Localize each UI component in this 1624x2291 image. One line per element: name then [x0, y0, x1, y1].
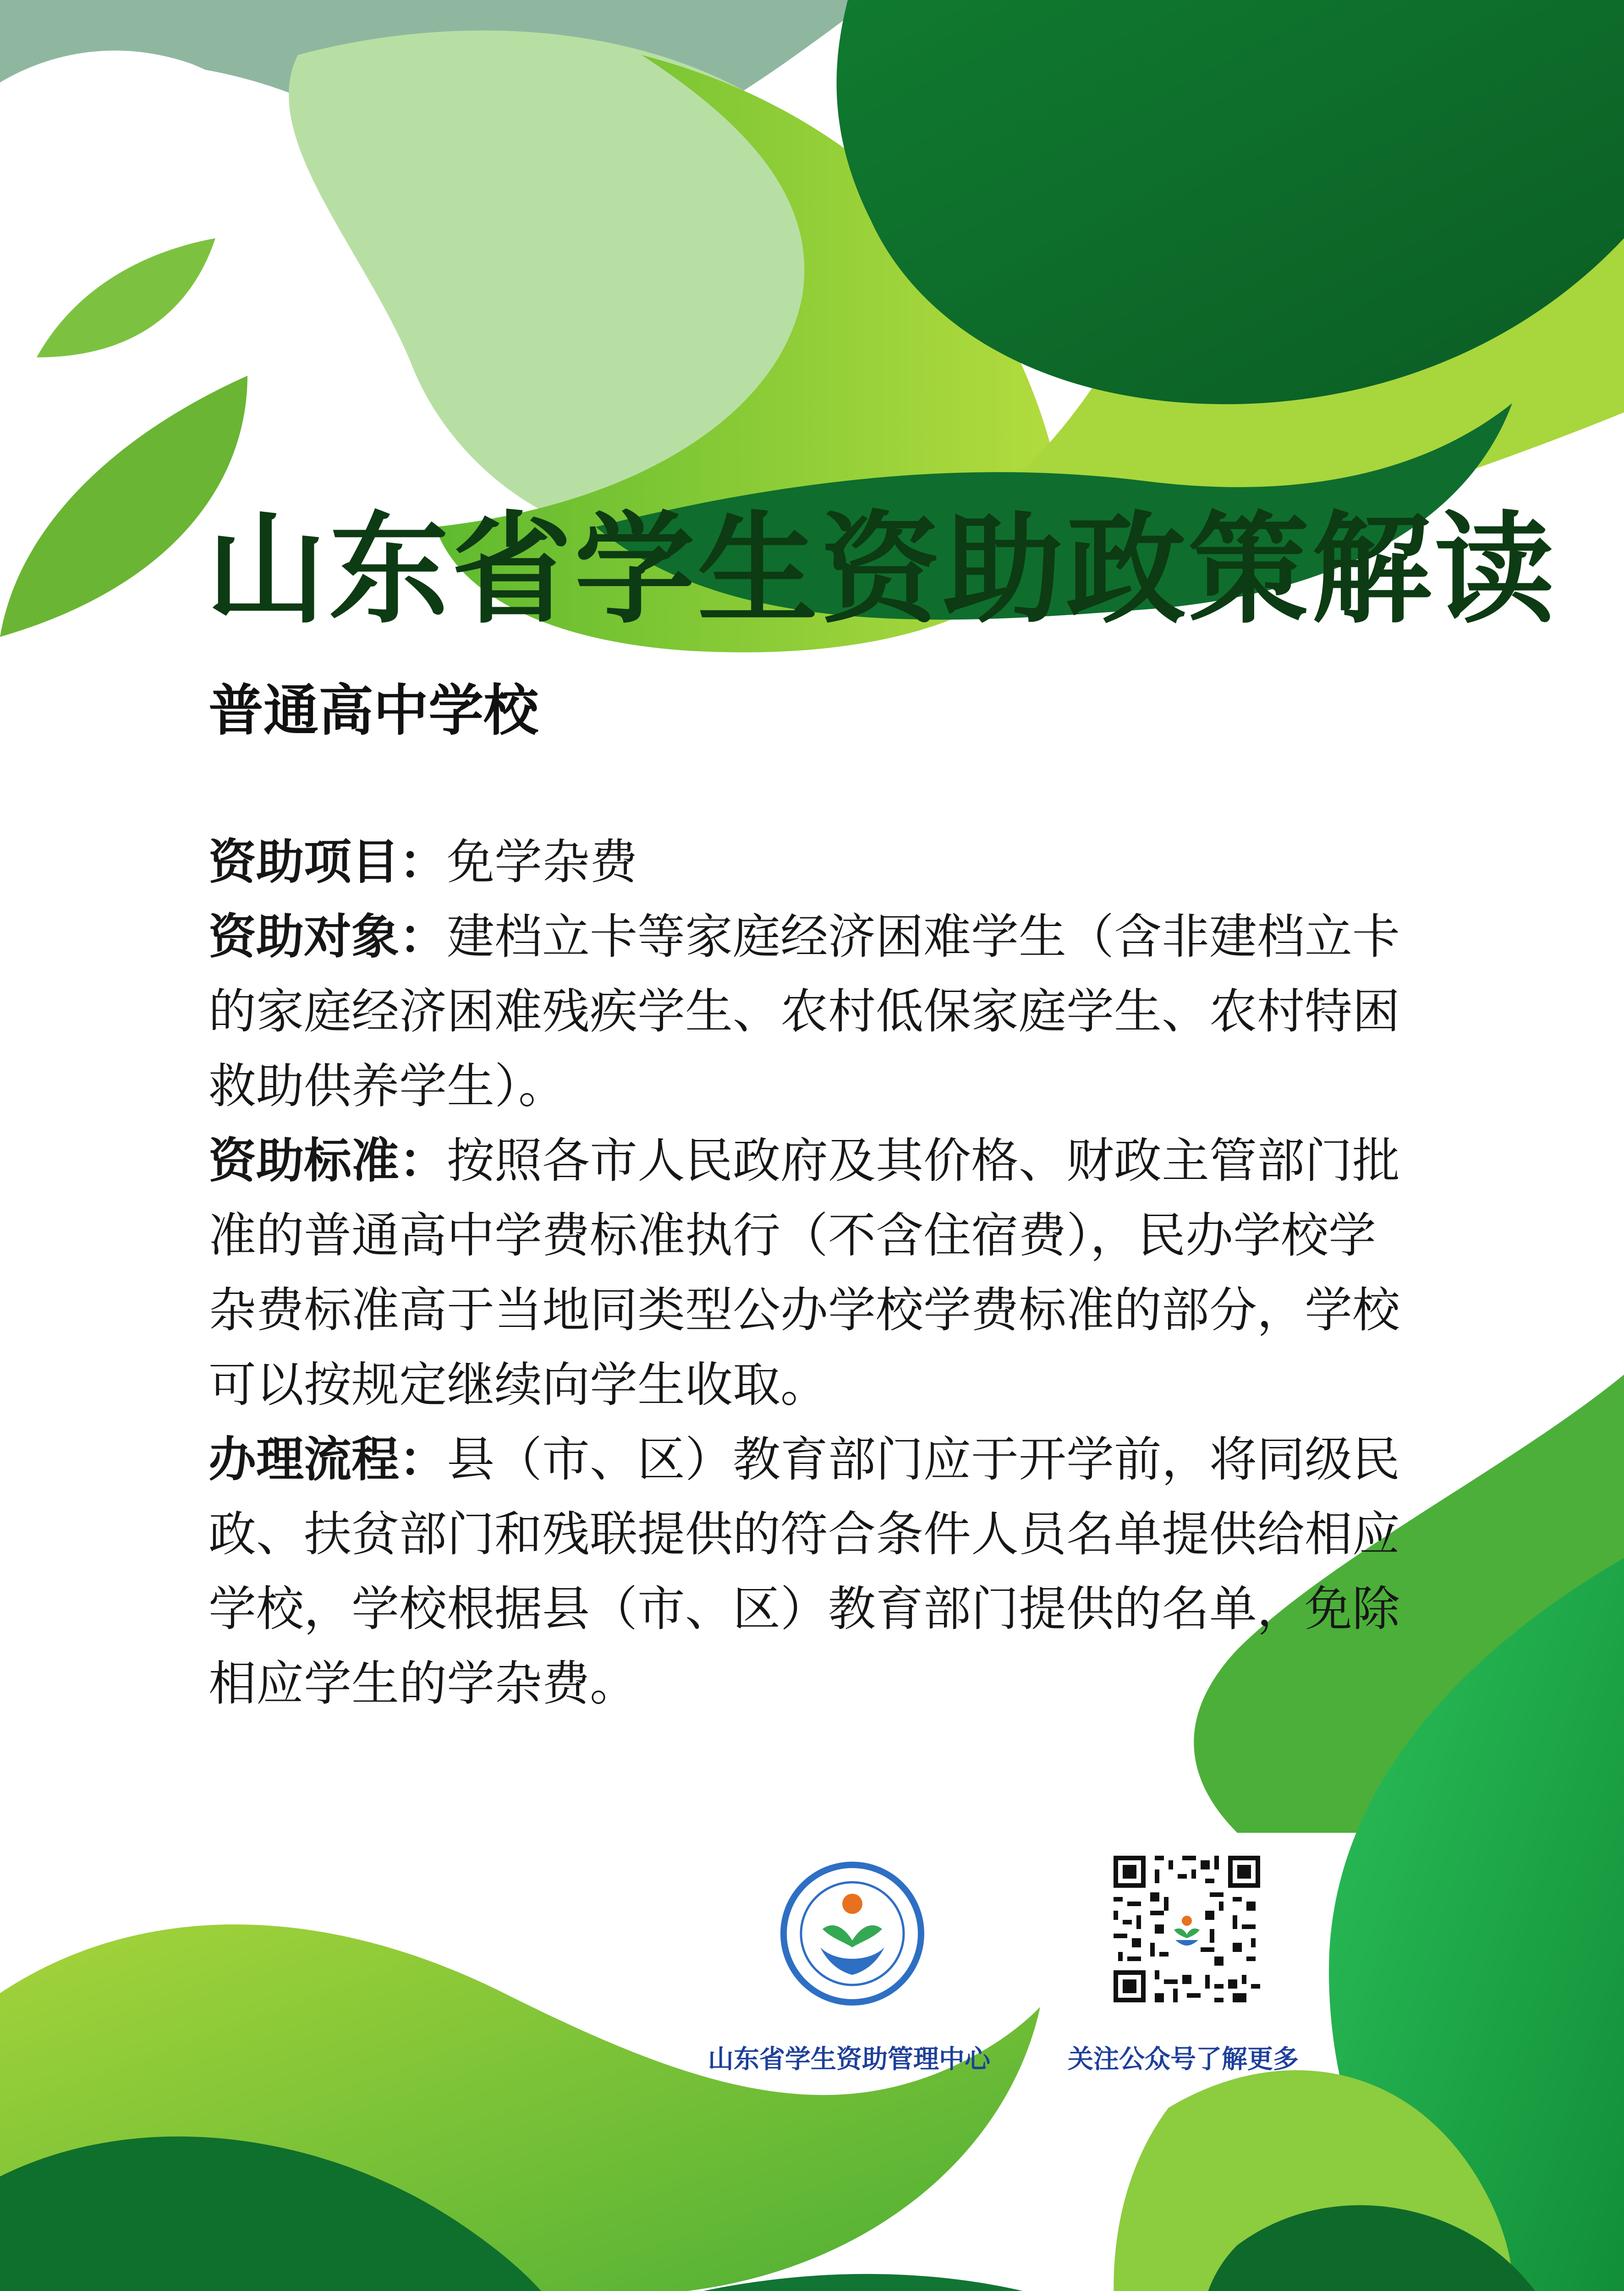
policy-item-project	[208, 825, 1418, 899]
policy-item-process	[208, 1422, 1418, 1721]
poster-title: 山东省学生资助政策解读	[206, 500, 1557, 640]
item-text: 县（市、区）教育部门应于开学前，将同级民政、扶贫部门和残联提供的符合条件人员名单提供给相应学校，学校根据县（市、区）教育部门提供的名单，免除相应学生的学杂费。	[208, 1431, 1400, 1711]
item-text: 免学杂费	[447, 834, 638, 890]
item-label: 资助标准：	[208, 1133, 447, 1189]
student-aid-center-logo-icon	[779, 1860, 926, 2007]
poster-subtitle: 普通高中学校	[208, 679, 538, 743]
qr-caption-label: 关注公众号了解更多	[1068, 2044, 1299, 2074]
item-text: 建档立卡等家庭经济困难学生（含非建档立卡的家庭经济困难残疾学生、农村低保家庭学生、农村特困救助供养学生）。	[208, 909, 1400, 1114]
org-name-label: 山东省学生资助管理中心	[708, 2044, 990, 2074]
item-text: 按照各市人民政府及其价格、财政主管部门批准的普通高中学费标准执行（不含住宿费），民办学校学杂费标准高于当地同类型公办学校学费标准的部分，学校可以按规定继续向学生收取。	[208, 1133, 1400, 1413]
policy-item-target	[208, 899, 1418, 1124]
item-label: 资助对象：	[208, 909, 447, 965]
policy-item-standard	[208, 1124, 1418, 1422]
qr-code-icon[interactable]	[1109, 1851, 1265, 2007]
item-label: 资助项目：	[208, 834, 447, 890]
item-label: 办理流程：	[208, 1431, 447, 1487]
policy-body	[208, 825, 1418, 1721]
